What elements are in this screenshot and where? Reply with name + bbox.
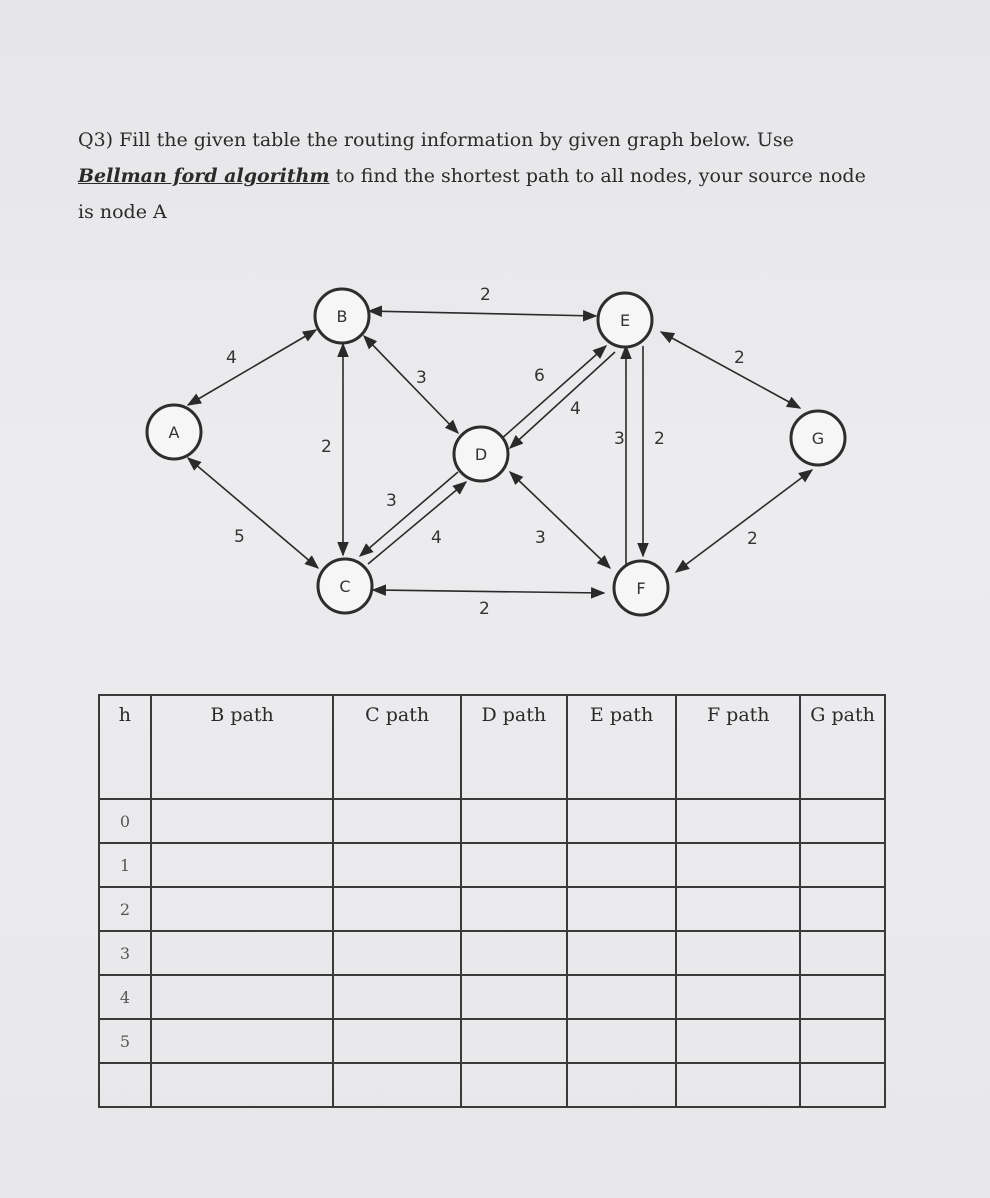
- edge-d-f: [510, 472, 610, 568]
- edge-a-b: [188, 330, 316, 405]
- node-c-label: C: [339, 577, 351, 596]
- table-cell[interactable]: [333, 799, 461, 843]
- routing-table: [98, 694, 886, 1108]
- table-cell[interactable]: [567, 931, 677, 975]
- header-c-path: C path: [333, 695, 461, 799]
- graph-nodes: [147, 289, 845, 615]
- node-g: [791, 411, 845, 465]
- table-cell[interactable]: [800, 799, 885, 843]
- weight-f-g: 2: [747, 529, 758, 549]
- edge-c-d: [368, 482, 466, 564]
- table-cell[interactable]: [461, 1063, 567, 1107]
- question-line3: is node A: [78, 201, 167, 223]
- edge-e-d: [510, 352, 615, 448]
- node-f: [614, 561, 668, 615]
- edge-d-e: [500, 346, 606, 440]
- header-d-path: D path: [461, 695, 567, 799]
- node-b-label: B: [336, 307, 348, 326]
- node-d: [454, 427, 508, 481]
- table-cell[interactable]: [800, 1063, 885, 1107]
- table-cell[interactable]: [567, 975, 677, 1019]
- table-cell[interactable]: [333, 843, 461, 887]
- row-h-value: 0: [99, 799, 151, 843]
- table-row: [99, 931, 885, 975]
- table-cell[interactable]: [676, 843, 800, 887]
- table-cell[interactable]: [461, 1019, 567, 1063]
- table-cell[interactable]: [800, 887, 885, 931]
- row-h-value: 2: [99, 887, 151, 931]
- table-cell[interactable]: [151, 843, 333, 887]
- weight-b-e: 2: [480, 285, 491, 305]
- weight-e-d: 4: [570, 399, 581, 419]
- row-h-value: 4: [99, 975, 151, 1019]
- table-cell[interactable]: [151, 931, 333, 975]
- table-row: [99, 975, 885, 1019]
- table-cell[interactable]: [151, 887, 333, 931]
- table-cell[interactable]: [151, 799, 333, 843]
- weight-b-d: 3: [416, 368, 427, 388]
- edge-f-g: [676, 470, 812, 572]
- edge-a-c: [188, 458, 318, 568]
- table-cell[interactable]: [151, 975, 333, 1019]
- node-e-label: E: [619, 311, 631, 330]
- node-e: [598, 293, 652, 347]
- weight-e-g: 2: [734, 348, 745, 368]
- table-row: [99, 1063, 885, 1107]
- table-cell[interactable]: [800, 843, 885, 887]
- table-cell[interactable]: [800, 931, 885, 975]
- table-cell[interactable]: [676, 1063, 800, 1107]
- weight-c-d: 3: [386, 491, 397, 511]
- table-row: [99, 843, 885, 887]
- node-c: [318, 559, 372, 613]
- node-g-label: G: [811, 429, 825, 448]
- edge-c-f: [373, 590, 604, 593]
- weight-b-c: 2: [321, 437, 332, 457]
- table-cell[interactable]: [151, 1063, 333, 1107]
- table-cell[interactable]: [567, 887, 677, 931]
- question-rest: to find the shortest path to all nodes, your source node: [335, 165, 866, 187]
- weight-c-f: 2: [479, 599, 490, 619]
- table-header-row: [99, 695, 885, 799]
- table-cell[interactable]: [567, 843, 677, 887]
- edge-d-c: [360, 472, 458, 556]
- table-cell[interactable]: [333, 1019, 461, 1063]
- table-cell[interactable]: [333, 931, 461, 975]
- table-cell[interactable]: [333, 1063, 461, 1107]
- table-cell[interactable]: [676, 1019, 800, 1063]
- table-row: [99, 799, 885, 843]
- table-cell[interactable]: [676, 799, 800, 843]
- table-row: [99, 1019, 885, 1063]
- weight-d-f: 3: [535, 528, 546, 548]
- weight-d-c: 4: [431, 528, 442, 548]
- node-d-label: D: [474, 445, 488, 464]
- table-cell[interactable]: [151, 1019, 333, 1063]
- table-cell[interactable]: [676, 975, 800, 1019]
- weight-e-f: 2: [654, 429, 665, 449]
- table-cell[interactable]: [333, 975, 461, 1019]
- algorithm-name: Bellman ford algorithm: [78, 165, 330, 187]
- weight-a-b: 4: [226, 348, 237, 368]
- table-row: [99, 887, 885, 931]
- edge-b-e: [369, 311, 596, 316]
- node-a-label: A: [168, 423, 180, 442]
- header-h: h: [99, 695, 151, 799]
- edge-e-g: [661, 332, 800, 408]
- table-cell[interactable]: [461, 887, 567, 931]
- node-b: [315, 289, 369, 343]
- row-h-value: 1: [99, 843, 151, 887]
- table-cell[interactable]: [676, 887, 800, 931]
- table-cell[interactable]: [567, 1063, 677, 1107]
- node-a: [147, 405, 201, 459]
- table-cell[interactable]: [567, 1019, 677, 1063]
- weight-a-c: 5: [234, 527, 245, 547]
- row-h-value: 3: [99, 931, 151, 975]
- table-cell[interactable]: [461, 843, 567, 887]
- header-g-path: G path: [800, 695, 885, 799]
- table-cell[interactable]: [461, 799, 567, 843]
- row-h-value: 5: [99, 1019, 151, 1063]
- header-f-path: F path: [676, 695, 800, 799]
- node-f-label: F: [636, 579, 646, 598]
- row-h-value: [99, 1063, 151, 1107]
- table-cell[interactable]: [676, 931, 800, 975]
- table-cell[interactable]: [461, 931, 567, 975]
- table-cell[interactable]: [800, 1019, 885, 1063]
- edge-b-d: [364, 336, 458, 433]
- header-b-path: B path: [151, 695, 333, 799]
- table-cell[interactable]: [333, 887, 461, 931]
- header-e-path: E path: [567, 695, 677, 799]
- table-cell[interactable]: [800, 975, 885, 1019]
- table-cell[interactable]: [461, 975, 567, 1019]
- weight-f-e: 3: [614, 429, 625, 449]
- weight-d-e: 6: [534, 366, 545, 386]
- table-cell[interactable]: [567, 799, 677, 843]
- question-prefix: Q3) Fill the given table the routing information by given graph below. Use: [78, 129, 794, 151]
